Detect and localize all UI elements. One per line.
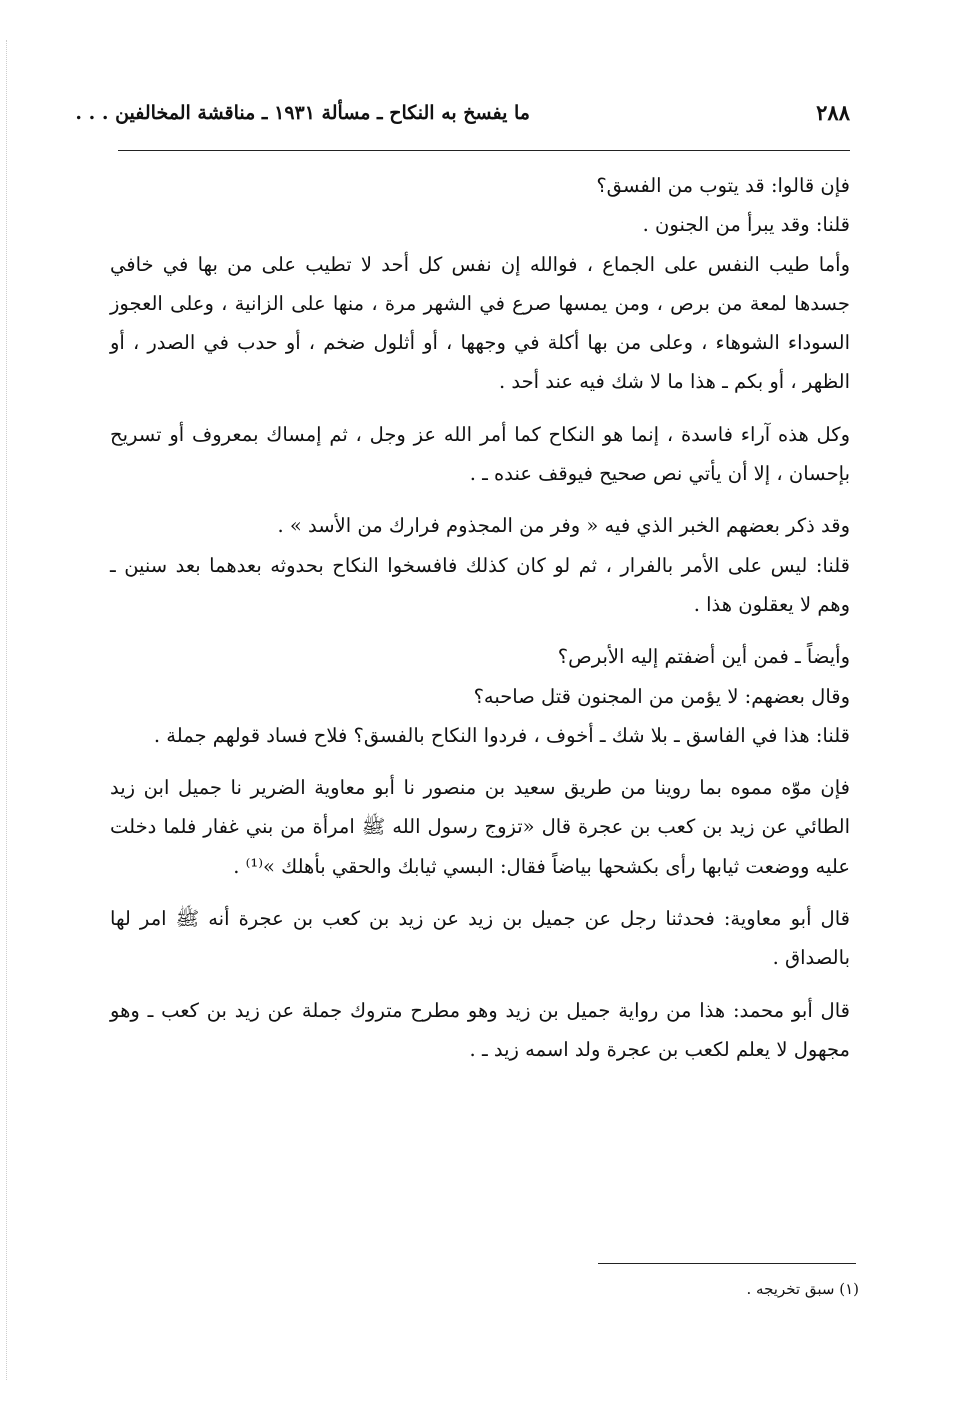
paragraph-madman-objection: وقال بعضهم: لا يؤمن من المجنون قتل صاحبه؟: [473, 684, 850, 708]
paragraph-leper-report: وقد ذكر بعضهم الخبر الذي فيه « وفر من المجذوم فرارك من الأسد » .: [277, 514, 850, 538]
paragraph-willingness: وأما طيب النفس على الجماع ، فوالله إن نفس كل أحد لا تطيب على من بها في خافي جسدها لمعة من برص ، ومن يمسها صرع في الشهر مرة ، منها على الزانية ، وعلى العجوز السوداء الشوهاء ، وعلى من بها أكلة في وجهها ، أو أثلول ضخم ، أو حدب في الصدر ، أو الظهر ، أو بكم ـ هذا ما لا شك فيه عند أحد .: [110, 252, 850, 394]
paragraph-abu-muawiya: قال أبو معاوية: فحدثنا رجل عن جميل بن زيد عن زيد بن كعب بن عجرة أنه ﷺ امر لها بالصداق .: [110, 907, 850, 970]
main-text: [110, 166, 850, 1069]
header-divider: [118, 150, 850, 151]
paragraph-corrupt-opinions: وكل هذه آراء فاسدة ، إنما هو النكاح كما أمر الله عز وجل ، ثم إمساك بمعروف أو تسريح بإحسان ، إلا أن يأتي نص صحيح فيوقف عنده ـ .: [110, 422, 850, 486]
footnote-divider: [598, 1263, 856, 1264]
paragraph-leprous-question: وأيضاً ـ فمن أين أضفتم إليه الأبرص؟: [557, 645, 850, 669]
paragraph-reply-fleeing: قلنا: ليس على الأمر بالفرار ، ثم لو كان كذلك فافسخوا النكاح بحدوثه بعدهما بعد سنين ـ وهم لا يعقلون هذا .: [110, 553, 850, 616]
scan-margin-shadow: [6, 40, 7, 1380]
paragraph-objection-repentance: فإن قالوا: قد يتوب من الفسق؟: [596, 174, 850, 197]
paragraph-abu-muhammad: قال أبو محمد: هذا من رواية جميل بن زيد وهو مطرح متروك جملة عن زيد بن كعب ـ وهو مجهول لا يعلم لكعب بن عجرة ولد اسمه زيد ـ .: [110, 998, 850, 1061]
paragraph-reply-recovery: قلنا: وقد يبرأ من الجنون .: [642, 213, 850, 237]
page-number: ٢٨٨: [816, 100, 850, 125]
paragraph-hadith-ghifar: فإن موّه مموه بما روينا من طريق سعيد بن منصور نا أبو معاوية الضرير نا جميل ابن زيد الطائي عن زيد بن كعب بن عجرة قال «تزوج رسول الله ﷺ امرأة من بني غفار فلما دخلت عليه ووضعت ثيابها رأى بكشحها بياضاً فقال: البسي ثيابك والحقي بأهلك »⁽¹⁾ .: [110, 776, 850, 878]
running-title: ما يفسخ به النكاح ـ مسألة ١٩٣١ ـ مناقشة المخالفين . . .: [75, 102, 530, 124]
footnote-1: (١) سبق تخريجه .: [746, 1280, 859, 1298]
running-head: [75, 96, 850, 140]
paragraph-reply-sinner: قلنا: هذا في الفاسق ـ بلا شك ـ أخوف ، فردوا النكاح بالفسق؟ فلاح فساد قولهم جملة .: [153, 723, 850, 747]
